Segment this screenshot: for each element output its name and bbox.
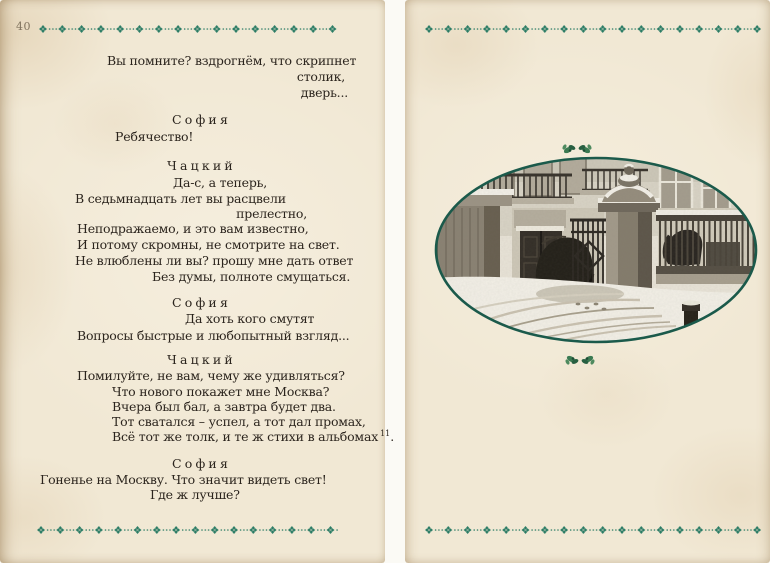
ornamental-rule-top-right (424, 24, 762, 34)
footnote-marker: 11 (380, 429, 391, 438)
ornamental-rule-bottom-left (36, 525, 338, 535)
verse-line: Тот сватался – успел, а тот дал промах, (112, 414, 366, 429)
verse-line: Ребячество! (115, 129, 194, 144)
verse-line: Всё тот же толк, и те ж стихи в альбомах $^{11}$. (112, 429, 395, 445)
verse-line: Вы помните? вздрогнём, что скрипнет (107, 53, 357, 68)
speaker-name: Чацкий (167, 158, 236, 173)
verse-line: прелестно, (236, 206, 307, 221)
verse-line: столик, (296, 69, 345, 84)
ornamental-rule-bottom-right (424, 525, 762, 535)
right-page (405, 0, 770, 563)
speaker-name: София (171, 456, 232, 471)
verse-line: Гоненье на Москву. Что значит видеть свет! (40, 472, 327, 487)
verse-line: Вчера был бал, а завтра будет два. (112, 399, 336, 414)
verse-line: Где ж лучше? (150, 487, 240, 502)
leaf-sprig-ornament-bottom (562, 353, 598, 367)
ornamental-rule-top-left (38, 24, 338, 34)
speaker-name: Чацкий (167, 352, 236, 367)
verse-line: Да-с, а теперь, (173, 175, 268, 190)
speaker-name: София (171, 112, 232, 127)
verse-line: Вопросы быстрые и любопытный взгляд... (77, 328, 350, 343)
winter-courtyard-illustration (430, 152, 762, 348)
verse-line: Да хоть кого смутят (185, 311, 315, 326)
verse-line: Помилуйте, не вам, чему же удивляться? (77, 368, 345, 383)
verse-line: Без думы, полноте смущаться. (152, 269, 351, 284)
speaker-name: София (171, 295, 232, 310)
verse-line: Что нового покажет мне Москва? (112, 384, 330, 399)
verse-line: дверь... (300, 85, 348, 100)
verse-line: Неподражаемо, и это вам известно, (77, 221, 309, 236)
verse-line: И потому скромны, не смотрите на свет. (77, 237, 340, 252)
verse-line: Не влюблены ли вы? прошу мне дать ответ (75, 253, 354, 268)
verse-line: В седьмнадцать лет вы расцвели (75, 191, 286, 206)
page-number: 40 (16, 20, 31, 33)
